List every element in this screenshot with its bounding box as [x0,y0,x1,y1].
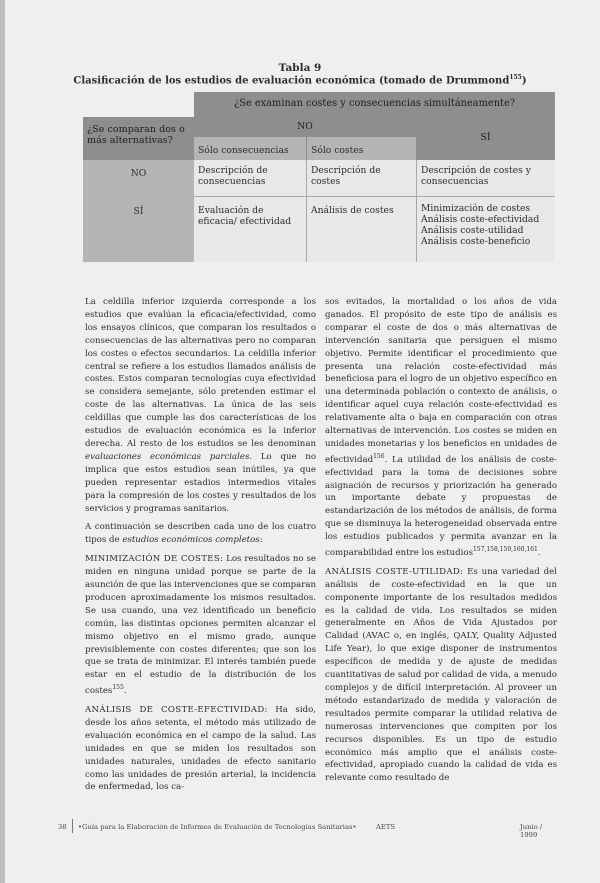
paragraph [85,553,316,698]
cell-si-both-line: Minimización de costes [421,203,531,214]
header-main: ¿Se examinan costes y consecuencias simultáneamente? [194,92,555,117]
paragraph-text: sos evitados, la mortalidad o los años de vida ganados. El propósito de este tipo de análisis es comparar el coste de dos o más alternativas de intervención sanitaria que persiguen el mismo objetivo. Permite identificar el procedimiento que presenta una relación coste-efectividad más beneficiosa para el logro de un objetivo específico en una determinada población o contexto de análisis, o identificar aquel cuya relación coste-efectividad es relativamente alta o baja en comparación con otras alternativas de intervención. Los costes se miden en unidades monetarias y los beneficios en unidades de efectividad [325,297,557,465]
citation: 157,158,159,160,161 [472,546,538,554]
section-head: MINIMIZACIÓN DE COSTES: [85,554,224,565]
cell-si-costs: Análisis de costes [306,196,416,262]
paragraph [85,296,316,515]
paragraph-text: A continuación se describen cada uno de los cuatro tipos de [85,522,316,546]
paragraph-text: Ha sido, desde los años setenta, el método más utilizado de evaluación económica en el campo de la salud. Las unidades en que se miden los resultados son unidades naturales, unidades de efecto sanitario como las unidades de presión arterial, la incidencia de enfermedad, los ca- [85,705,316,793]
classification-table [83,92,555,262]
paragraph-text: . La utilidad de los análisis de coste-efectividad para la toma de decisiones sobre asignación de recursos y priorización ha generado un importante debate y propuestas de estandarización de los métodos de análisis, de forma que se disminuya la heterogeneidad observada entre los estudios publicados y permita avanzar en la comparabilidad entre los estudios [325,454,557,558]
table-title-ref: 155 [509,74,522,81]
paragraph-text: . Lo que no implica que estos estudios sean inútiles, ya que pueden representar estadios intermedios vitales para la compresión de los costes y resultados de los servicios y programas sanitarios. [85,451,317,514]
paragraph-text: Los resultados no se miden en ninguna unidad porque se parte de la asunción de que las intervenciones que se comparan producen aproximadamente los mismos resultados. Se usa cuando, una vez identificado un beneficio común, las distintas opciones permiten alcanzar el mismo objetivo en el mismo grado, aunque previsiblemente con costes diferentes; que son los que se trata de minimizar. El interés también puede estar en el estudio de la distribución de los costes [85,554,316,697]
page-edge-shadow [0,0,5,883]
right-column [325,296,557,791]
row-label-si: SÍ [83,196,194,262]
citation: 156 [373,452,385,460]
cell-si-both-line: Análisis coste-beneficio [421,236,531,247]
section-head: ANÁLISIS COSTE-UTILIDAD: [325,566,464,577]
header-si: SÍ [416,117,555,160]
footer-guide: •Guía para la Elaboración de Informes de Evaluación de Tecnologías Sanitarias• [78,823,357,831]
footer-divider [72,819,73,833]
row-label-no: NO [83,160,194,196]
cell-si-both-line: Análisis coste-utilidad [421,225,524,236]
table-number: Tabla 9 [278,62,322,74]
paragraph-text: Es una variedad del análisis de coste-efectividad en la que un componente importante de los resultados medidos es la calidad de vida. Los resultados se miden generalmente en Años de Vida Ajustados por Calidad (AVAC o, en inglés, QALY, Quality Adjusted Life Year), lo que exige disponer de instrumentos específicos de medida y de ajuste de medidas cuantitativas de salud por calidad de vida, a menudo complejos y de difícil interpretación. Al proveer un método estandarizado de medida y valoración de resultados permite comparar la utilidad relativa de numerosas intervenciones que compiten por los recursos disponibles. Es un tipo de estudio económico más amplio que el análisis coste-efectividad, apropiado cuando la calidad de vida es relevante como resultado de [325,566,557,784]
cell-si-consequences: Evaluación de eficacia/ efectividad [194,196,306,262]
table-title [0,74,600,86]
cell-si-both-line: Análisis coste-efectividad [421,214,540,225]
paragraph-text: . [123,686,127,697]
paragraph [325,566,557,785]
section-head: ANÁLISIS DE COSTE-EFECTIVIDAD: [85,705,268,716]
citation: 155 [112,684,124,692]
left-column [85,296,316,800]
paragraph [85,521,316,547]
paragraph-text: . [537,547,541,558]
paragraph [325,296,557,560]
paragraph-text: La celdilla inferior izquierda corresponde a los estudios que evalúan la eficacia/efectividad, como los ensayos clínicos, que comparan los resultados o consecuencias de las alternativas pero no comparan los costes o efectos secundarios. La celdilla inferior central se refiere a los estudios llamados análisis de costes. Estos comparan tecnologías cuya efectividad se considera semejante, sólo pretenden estimar el coste de las alternativas. La única de las seis celdillas que cumple las dos características de los estudios de evaluación económica es la inferior derecha. Al resto de los estudios se les denominan [85,297,316,449]
table-title-text: Clasificación de los estudios de evaluación económica (tomado de Drummond [73,75,510,87]
paragraph [85,704,316,794]
header-only-consequences: Sólo consecuencias [194,137,306,160]
header-no: NO [194,117,416,137]
cell-no-costs: Descripción de costes [306,160,416,196]
cell-si-both [416,196,555,262]
italic-term: evaluaciones económicas parciales [85,451,250,462]
footer-date: Junio / 1999 [520,823,543,839]
page-number: 38 [58,823,67,831]
paragraph-text: : [259,535,263,546]
cell-no-both: Descripción de costes y consecuencias [416,160,555,196]
italic-term: estudios económicos completos [122,535,260,546]
header-row: ¿Se comparan dos o más alternativas? [83,117,194,160]
table-title-close: ) [521,75,527,87]
cell-no-consequences: Descripción de consecuencias [194,160,306,196]
footer-org: AETS [376,823,396,831]
header-only-costs: Sólo costes [306,137,416,160]
